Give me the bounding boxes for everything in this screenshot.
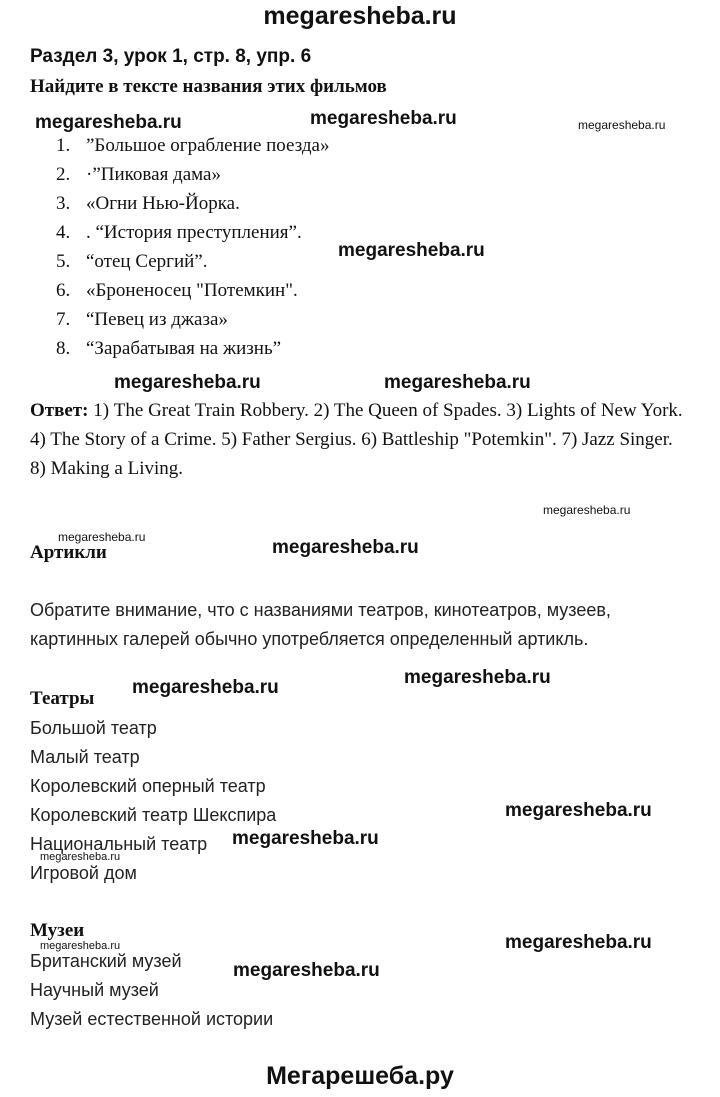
list-item: Научный музей (30, 980, 159, 1000)
footer-title: Мегарешеба.ру (266, 1062, 454, 1090)
watermark: megaresheba.ru (35, 112, 182, 133)
list-item (56, 247, 329, 276)
answer-label: Ответ: (30, 400, 89, 421)
item-text: “Певец из джаза» (86, 309, 228, 330)
list-item (56, 276, 329, 305)
item-number: 4. (56, 222, 71, 243)
task-title: Найдите в тексте названия этих фильмов (30, 76, 387, 97)
theatres-heading: Театры (30, 688, 95, 709)
item-text: ·”Пиковая дама» (86, 164, 221, 185)
list-item: Игровой дом (30, 863, 137, 883)
item-number: 3. (56, 193, 71, 214)
item-text: «Броненосец "Потемкин". (86, 280, 298, 301)
item-number: 5. (56, 251, 71, 272)
list-item (56, 189, 329, 218)
item-number: 8. (56, 338, 71, 359)
item-text: “отец Сергий”. (86, 251, 208, 272)
answer-paragraph (30, 396, 690, 483)
list-item (56, 160, 329, 189)
item-number: 7. (56, 309, 71, 330)
site-title: megaresheba.ru (263, 2, 457, 30)
answer-text: 1) The Great Train Robbery. 2) The Queen of Spades. 3) Lights of New York. 4) The Story of a Crime. 5) Father Sergius. 6) Battleship "Potemkin". 7) Jazz Singer. 8) Making a Living. (30, 400, 683, 479)
watermark: megaresheba.ru (404, 667, 551, 688)
watermark: megaresheba.ru (40, 851, 121, 863)
watermark: megaresheba.ru (114, 372, 261, 393)
articles-note: Обратите внимание, что с названиями театров, кинотеатров, музеев, картинных галерей обычно употребляется определенный артикль. (30, 600, 611, 649)
list-item: Национальный театр (30, 834, 208, 854)
list-item: Королевский оперный театр (30, 776, 266, 796)
list-item: Большой театр (30, 718, 157, 738)
list-item (56, 305, 329, 334)
list-item (56, 131, 329, 160)
list-item: Малый театр (30, 747, 140, 767)
watermark: megaresheba.ru (384, 372, 531, 393)
museums-heading: Музеи (30, 920, 85, 941)
item-number: 6. (56, 280, 71, 301)
watermark: megaresheba.ru (233, 960, 380, 981)
item-number: 1. (56, 135, 71, 156)
watermark: megaresheba.ru (310, 108, 457, 129)
watermark: megaresheba.ru (232, 828, 379, 849)
item-text: ”Большое ограбление поезда» (86, 135, 330, 156)
watermark: megaresheba.ru (338, 240, 485, 261)
watermark: megaresheba.ru (40, 940, 121, 952)
item-text: «Огни Нью-Йорка. (86, 193, 240, 214)
section-heading: Раздел 3, урок 1, стр. 8, упр. 6 (30, 46, 312, 67)
watermark: megaresheba.ru (505, 932, 652, 953)
watermark: megaresheba.ru (132, 677, 279, 698)
articles-heading: Артикли (30, 542, 107, 563)
film-list (56, 131, 329, 363)
list-item: Королевский театр Шекспира (30, 805, 277, 825)
watermark: megaresheba.ru (505, 800, 652, 821)
list-item (56, 218, 329, 247)
list-item: Музей естественной истории (30, 1009, 274, 1029)
watermark: megaresheba.ru (578, 118, 666, 132)
watermark: megaresheba.ru (272, 537, 419, 558)
watermark: megaresheba.ru (58, 530, 146, 544)
list-item (56, 334, 329, 363)
item-number: 2. (56, 164, 71, 185)
watermark: megaresheba.ru (543, 503, 631, 517)
item-text: . “История преступления”. (86, 222, 302, 243)
list-item: Британский музей (30, 951, 182, 971)
item-text: “Зарабатывая на жизнь” (86, 338, 282, 359)
